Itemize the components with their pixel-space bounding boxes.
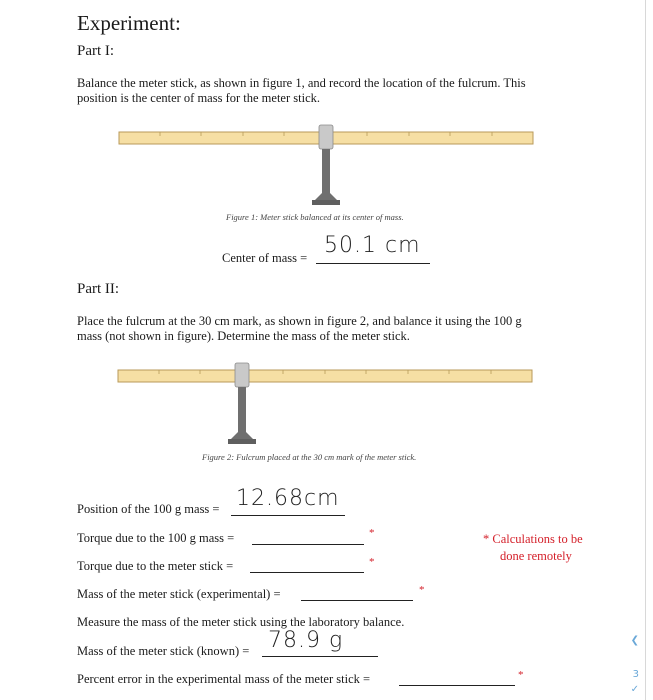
center-of-mass-label: Center of mass = [222, 251, 308, 265]
mass-experimental-label: Mass of the meter stick (experimental) = [77, 587, 281, 601]
part2-title: Part II: [77, 281, 120, 297]
part2-instructions-line1: Place the fulcrum at the 30 cm mark, as shown in figure 2, and balance it using the 100 g [77, 314, 522, 328]
part1-instructions-line1: Balance the meter stick, as shown in figure 1, and record the location of the fulcrum. This [77, 76, 526, 90]
chevron-down-icon[interactable]: ✓ [630, 684, 639, 695]
mass-known-label: Mass of the meter stick (known) = [77, 644, 250, 658]
torque-100g-label: Torque due to the 100 g mass = [77, 531, 235, 545]
part1-instructions-line2: position is the center of mass for the meter stick. [77, 91, 320, 105]
torque-stick-blank[interactable] [250, 557, 364, 573]
position-100g-value: 12.68cm [236, 486, 340, 511]
remote-note-line2: done remotely [500, 549, 572, 563]
mass-experimental-star: * [419, 584, 425, 596]
experiment-heading: Experiment: [77, 11, 181, 35]
position-100g-label: Position of the 100 g mass = [77, 502, 220, 516]
percent-error-star: * [518, 669, 524, 681]
percent-error-blank[interactable] [399, 670, 515, 686]
torque-stick-star: * [369, 556, 375, 568]
figure1-meter-stick-diagram [118, 123, 536, 208]
center-of-mass-value: 50.1 cm [324, 233, 421, 258]
figure1-caption: Figure 1: Meter stick balanced at its center of mass. [226, 212, 404, 222]
page-number: 3 [632, 669, 639, 680]
measure-note: Measure the mass of the meter stick using the laboratory balance. [77, 615, 405, 629]
figure2-caption: Figure 2: Fulcrum placed at the 30 cm mark of the meter stick. [202, 452, 417, 462]
mass-known-value: 78.9 g [268, 628, 344, 653]
remote-note-line1: * Calculations to be [483, 532, 583, 546]
part2-instructions-line2: mass (not shown in figure). Determine the mass of the meter stick. [77, 329, 410, 343]
figure2-meter-stick-diagram [117, 361, 535, 447]
torque-100g-blank[interactable] [252, 529, 364, 545]
chevron-left-icon[interactable]: ❮ [630, 635, 639, 646]
part1-title: Part I: [77, 43, 115, 59]
torque-100g-star: * [369, 527, 375, 539]
torque-stick-label: Torque due to the meter stick = [77, 559, 234, 573]
percent-error-label: Percent error in the experimental mass of the meter stick = [77, 672, 371, 686]
mass-experimental-blank[interactable] [301, 585, 413, 601]
